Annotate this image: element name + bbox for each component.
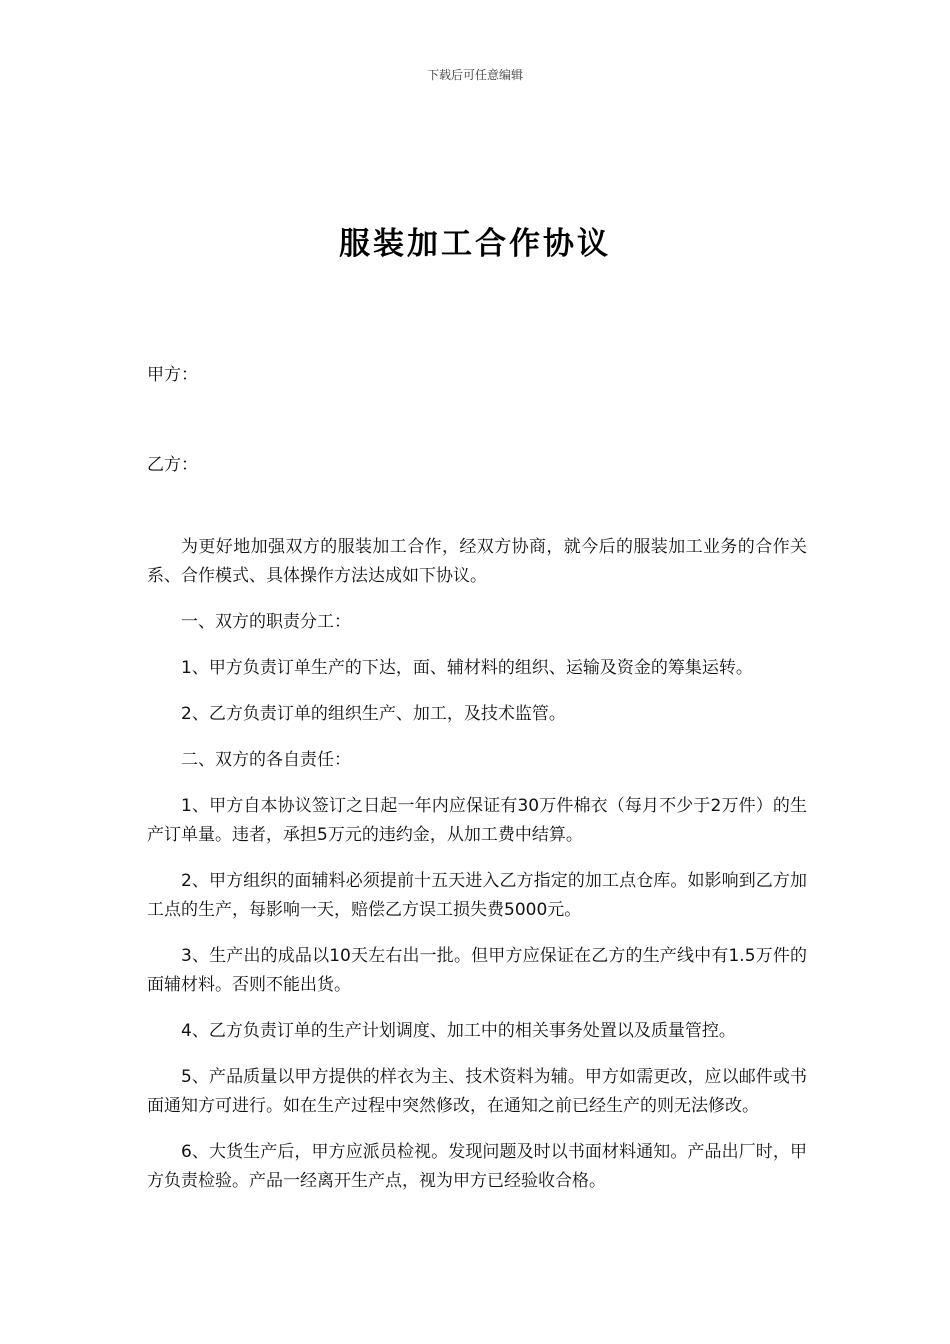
responsibility-item-5: 5、产品质量以甲方提供的样衣为主、技术资料为辅。甲方如需更改，应以邮件或书面通知方可进行。如在生产过程中突然修改，在通知之前已经生产的则无法修改。 bbox=[147, 1067, 807, 1116]
section-heading-responsibilities: 二、双方的各自责任： bbox=[181, 750, 351, 770]
section-heading-duties: 一、双方的职责分工： bbox=[181, 612, 351, 632]
duty-item-2: 2、乙方负责订单的组织生产、加工，及技术监管。 bbox=[181, 704, 566, 724]
intro-paragraph: 为更好地加强双方的服装加工合作，经双方协商，就今后的服装加工业务的合作关系、合作模式、具体操作方法达成如下协议。 bbox=[147, 537, 807, 586]
party-b-label: 乙方： bbox=[147, 455, 198, 475]
responsibility-item-3: 3、生产出的成品以10天左右出一批。但甲方应保证在乙方的生产线中有1.5万件的面辅材料。否则不能出货。 bbox=[147, 946, 807, 995]
responsibility-item-6: 6、大货生产后，甲方应派员检视。发现问题及时以书面材料通知。产品出厂时，甲方负责检验。产品一经离开生产点，视为甲方已经验收合格。 bbox=[147, 1142, 807, 1191]
responsibility-item-1: 1、甲方自本协议签订之日起一年内应保证有30万件棉衣（每月不少于2万件）的生产订单量。违者，承担5万元的违约金，从加工费中结算。 bbox=[147, 796, 807, 845]
document-title: 服装加工合作协议 bbox=[339, 226, 611, 262]
party-a-label: 甲方： bbox=[147, 365, 198, 385]
agreement-body bbox=[147, 533, 807, 1213]
responsibility-item-4: 4、乙方负责订单的生产计划调度、加工中的相关事务处置以及质量管控。 bbox=[181, 1021, 736, 1041]
header-note: 下载后可任意编辑 bbox=[426, 68, 523, 82]
responsibility-item-2: 2、甲方组织的面辅料必须提前十五天进入乙方指定的加工点仓库。如影响到乙方加工点的生产，每影响一天，赔偿乙方误工损失费5000元。 bbox=[147, 871, 807, 920]
duty-item-1: 1、甲方负责订单生产的下达，面、辅材料的组织、运输及资金的筹集运转。 bbox=[181, 658, 753, 678]
